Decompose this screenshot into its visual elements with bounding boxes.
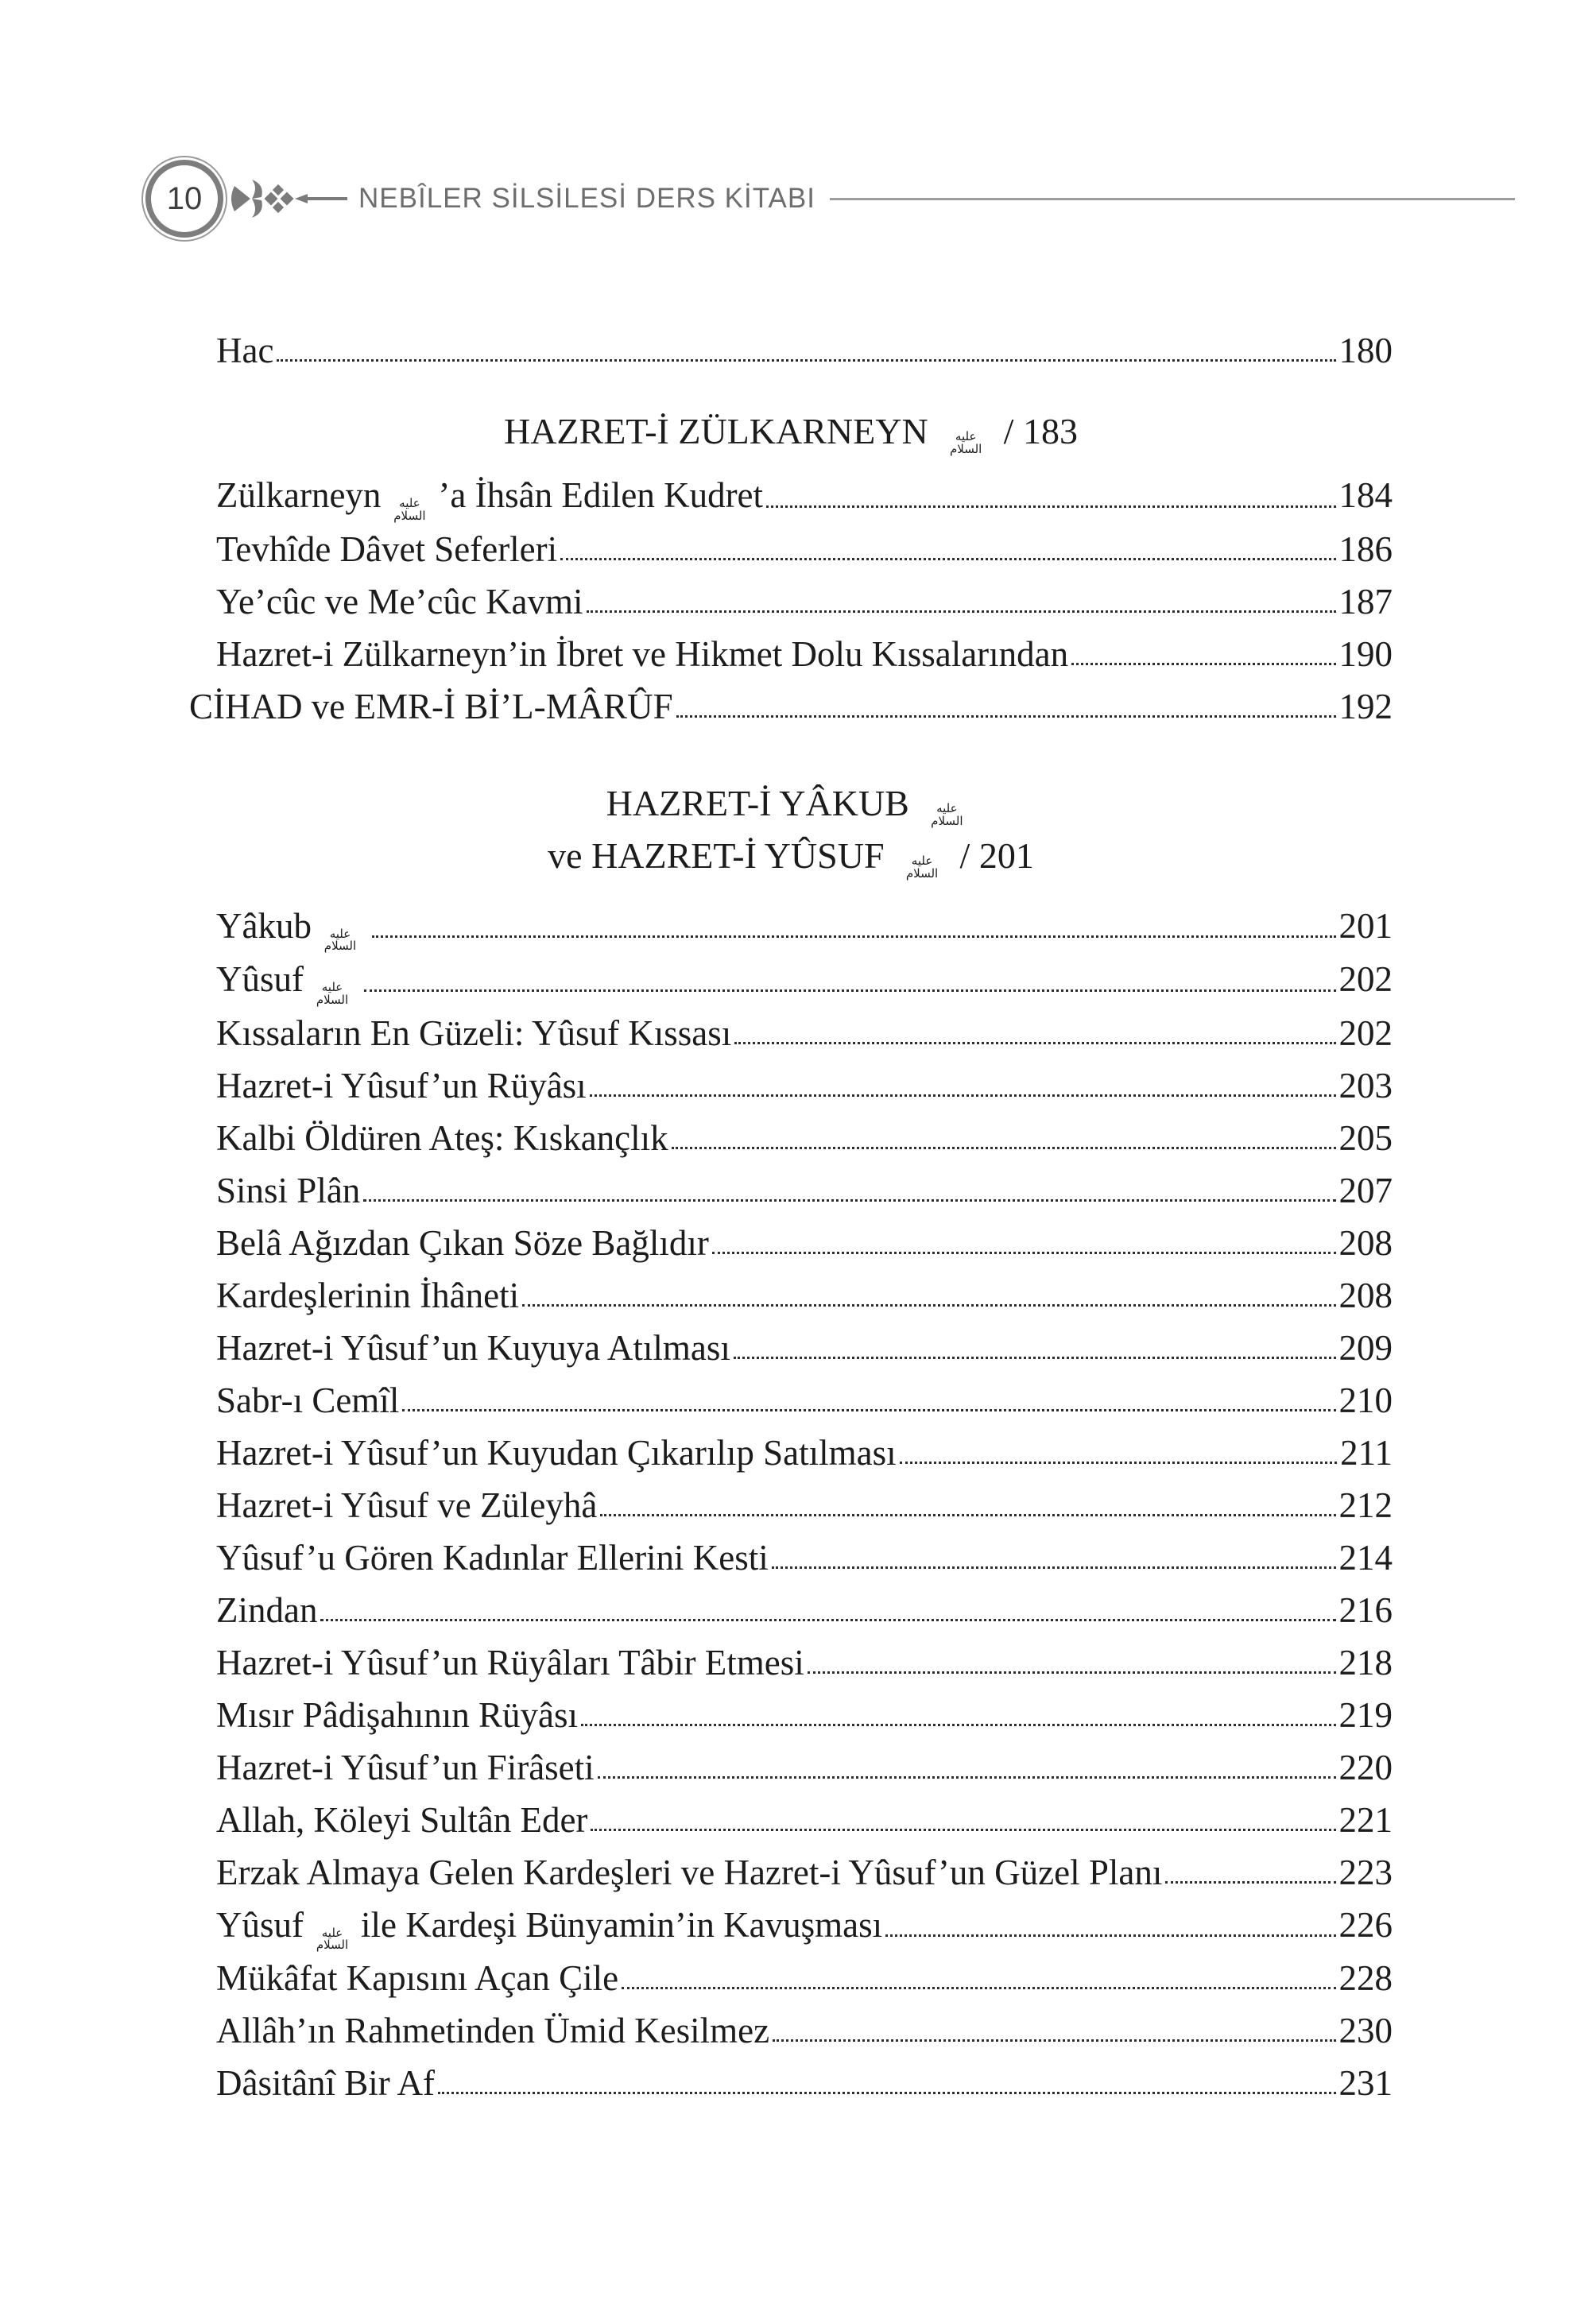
toc-entry	[216, 324, 1393, 377]
toc-entry	[216, 2004, 1393, 2057]
dotted-leader	[885, 1934, 1335, 1937]
toc-entry	[216, 1269, 1393, 1322]
entry-page-number: 230	[1338, 2011, 1393, 2050]
toc-entry	[216, 1846, 1393, 1899]
entry-title: Yûsuf	[216, 959, 304, 999]
entry-page-number: 187	[1338, 581, 1393, 621]
dotted-leader	[766, 505, 1335, 508]
dotted-leader	[622, 1987, 1335, 1989]
heading-page: / 201	[959, 834, 1034, 876]
entry-title: Hazret-i Yûsuf’un Kuyuya Atılması	[216, 1327, 730, 1368]
entry-page-number: 228	[1338, 1958, 1393, 1998]
dotted-leader	[277, 359, 1335, 362]
header-rule	[830, 198, 1515, 200]
toc-entry	[216, 953, 1393, 1007]
dotted-leader	[600, 1514, 1335, 1516]
entry-title: Dâsitânî Bir Af	[216, 2063, 435, 2103]
toc-entry	[216, 1374, 1393, 1427]
aleyhisselam-symbol: عليه السلام	[316, 1925, 349, 1953]
dotted-leader	[734, 1042, 1335, 1044]
entry-title: ile Kardeşi Bünyamin’in Kavuşması	[361, 1904, 883, 1945]
dotted-leader	[712, 1252, 1336, 1254]
entry-title: Mısır Pâdişahının Rüyâsı	[216, 1694, 579, 1735]
dotted-leader	[808, 1671, 1336, 1674]
toc-entry	[216, 1479, 1393, 1531]
dotted-leader	[587, 610, 1336, 613]
toc-entry	[216, 1899, 1393, 1953]
entry-title: Zindan	[216, 1589, 318, 1630]
toc-entry	[216, 900, 1393, 954]
dotted-leader	[1165, 1881, 1335, 1884]
book-title: NEBÎLER SİLSİLESİ DERS KİTABI	[358, 183, 815, 214]
entry-page-number: 212	[1338, 1485, 1393, 1525]
entry-title: Kardeşlerinin İhâneti	[216, 1275, 520, 1315]
dotted-leader	[438, 2092, 1336, 2094]
entry-title: Hazret-i Yûsuf’un Rüyâsı	[216, 1065, 587, 1105]
heading-line-2	[189, 830, 1393, 882]
entry-title: Hac	[216, 331, 274, 370]
entry-page-number: 192	[1338, 686, 1393, 726]
table-of-contents	[189, 324, 1393, 2109]
toc-entry	[216, 1217, 1393, 1269]
dotted-leader	[402, 1409, 1335, 1411]
page-number: 10	[166, 180, 203, 216]
dotted-leader	[363, 1199, 1335, 1202]
toc-entry	[216, 469, 1393, 523]
entry-title: Ye’cûc ve Me’cûc Kavmi	[216, 581, 583, 621]
entry-page-number: 184	[1338, 475, 1393, 515]
dotted-leader	[598, 1776, 1336, 1779]
heading-text: HAZRET-İ YÂKUB	[606, 782, 909, 823]
entry-title: Hazret-i Yûsuf’un Firâseti	[216, 1747, 595, 1787]
page-number-badge	[145, 160, 223, 238]
toc-entry	[216, 628, 1393, 680]
dotted-leader	[900, 1462, 1338, 1464]
toc-entry	[216, 1164, 1393, 1217]
entry-page-number: 205	[1338, 1117, 1393, 1158]
entry-title: Mükâfat Kapısını Açan Çile	[216, 1958, 619, 1998]
entry-page-number: 226	[1338, 1904, 1393, 1945]
entry-page-number: 211	[1340, 1432, 1393, 1473]
section-heading-yakub-yusuf	[189, 777, 1393, 882]
arabesque-ornament-icon	[228, 170, 347, 227]
heading-text: ve HAZRET-İ YÛSUF	[548, 834, 885, 876]
entry-page-number: 219	[1338, 1694, 1393, 1735]
entry-page-number: 203	[1338, 1065, 1393, 1105]
aleyhisselam-symbol: عليه السلام	[393, 496, 426, 523]
entry-page-number: 201	[1338, 905, 1393, 946]
entry-page-number: 216	[1338, 1589, 1393, 1630]
entry-page-number: 209	[1338, 1327, 1393, 1368]
entry-title: Kalbi Öldüren Ateş: Kıskançlık	[216, 1117, 668, 1158]
entry-page-number: 220	[1338, 1747, 1393, 1787]
toc-entry	[216, 1689, 1393, 1741]
aleyhisselam-symbol: عليه السلام	[949, 429, 982, 456]
entry-title: Erzak Almaya Gelen Kardeşleri ve Hazret-i Yûsuf’un Güzel Planı	[216, 1852, 1163, 1892]
entry-title: ’a İhsân Edilen Kudret	[438, 475, 764, 515]
entry-title: Zülkarneyn	[216, 475, 382, 515]
dotted-leader	[772, 1566, 1336, 1569]
toc-entry	[216, 1112, 1393, 1164]
dotted-leader	[372, 935, 1336, 938]
dotted-leader	[364, 989, 1336, 992]
entry-page-number: 208	[1338, 1275, 1393, 1315]
entry-page-number: 202	[1338, 959, 1393, 999]
aleyhisselam-symbol: عليه السلام	[905, 853, 939, 881]
toc-entry	[216, 1059, 1393, 1112]
running-header	[145, 156, 1515, 242]
heading-page: / 183	[1003, 411, 1078, 451]
entry-page-number: 190	[1338, 633, 1393, 674]
toc-entry	[216, 1794, 1393, 1846]
entry-title: Hazret-i Yûsuf’un Rüyâları Tâbir Etmesi	[216, 1642, 804, 1682]
heading-text: HAZRET-İ ZÜLKARNEYN	[504, 411, 928, 451]
entry-title: Allâh’ın Rahmetinden Ümid Kesilmez	[216, 2011, 770, 2050]
toc-entry	[216, 523, 1393, 575]
dotted-leader	[522, 1304, 1335, 1307]
entry-page-number: 231	[1338, 2063, 1393, 2103]
entry-title: Yûsuf	[216, 1904, 304, 1945]
entry-page-number: 202	[1338, 1013, 1393, 1053]
entry-title: Kıssaların En Güzeli: Yûsuf Kıssası	[216, 1013, 732, 1053]
aleyhisselam-symbol: عليه السلام	[931, 800, 963, 828]
entry-page-number: 208	[1338, 1222, 1393, 1263]
entry-title: Hazret-i Yûsuf’un Kuyudan Çıkarılıp Satılması	[216, 1432, 897, 1473]
toc-entry	[216, 1427, 1393, 1479]
toc-entry	[216, 1952, 1393, 2004]
entry-title: Yâkub	[216, 905, 312, 946]
entry-title: Sabr-ı Cemîl	[216, 1380, 400, 1420]
toc-entry	[216, 2057, 1393, 2109]
heading-line-1	[189, 777, 1393, 830]
dotted-leader	[773, 2039, 1335, 2042]
toc-entry	[216, 575, 1393, 628]
dotted-leader	[676, 715, 1336, 718]
toc-entry	[216, 1322, 1393, 1374]
entry-page-number: 218	[1338, 1642, 1393, 1682]
section-heading-zulkarneyn	[189, 405, 1393, 458]
dotted-leader	[1071, 663, 1335, 665]
dotted-leader	[672, 1147, 1336, 1149]
entry-title: Hazret-i Yûsuf ve Züleyhâ	[216, 1485, 598, 1525]
entry-title: Hazret-i Zülkarneyn’in İbret ve Hikmet Dolu Kıssalarından	[216, 633, 1069, 674]
aleyhisselam-symbol: عليه السلام	[323, 926, 357, 954]
toc-entry	[216, 1584, 1393, 1636]
entry-title: Tevhîde Dâvet Seferleri	[216, 529, 558, 569]
aleyhisselam-symbol: عليه السلام	[316, 980, 349, 1007]
entry-title: Yûsuf’u Gören Kadınlar Ellerini Kesti	[216, 1537, 769, 1578]
toc-entry-major	[189, 680, 1393, 733]
entry-title: Belâ Ağızdan Çıkan Söze Bağlıdır	[216, 1222, 709, 1263]
entry-page-number: 221	[1338, 1799, 1393, 1840]
dotted-leader	[734, 1357, 1336, 1359]
entry-title: Sinsi Plân	[216, 1170, 361, 1210]
entry-page-number: 180	[1338, 331, 1393, 370]
entry-page-number: 207	[1338, 1170, 1393, 1210]
toc-entry	[216, 1531, 1393, 1584]
entry-title: Allah, Köleyi Sultân Eder	[216, 1799, 588, 1840]
entry-page-number: 186	[1338, 529, 1393, 569]
dotted-leader	[320, 1619, 1335, 1621]
dotted-leader	[591, 1829, 1335, 1831]
entry-page-number: 210	[1338, 1380, 1393, 1420]
toc-entry	[216, 1741, 1393, 1794]
dotted-leader	[581, 1724, 1335, 1726]
entry-title: CİHAD ve EMR-İ Bİ’L-MÂRÛF	[189, 686, 673, 726]
toc-entry	[216, 1636, 1393, 1689]
dotted-leader	[590, 1094, 1336, 1097]
toc-entry	[216, 1007, 1393, 1059]
entry-page-number: 223	[1338, 1852, 1393, 1892]
entry-page-number: 214	[1338, 1537, 1393, 1578]
dotted-leader	[560, 558, 1335, 560]
